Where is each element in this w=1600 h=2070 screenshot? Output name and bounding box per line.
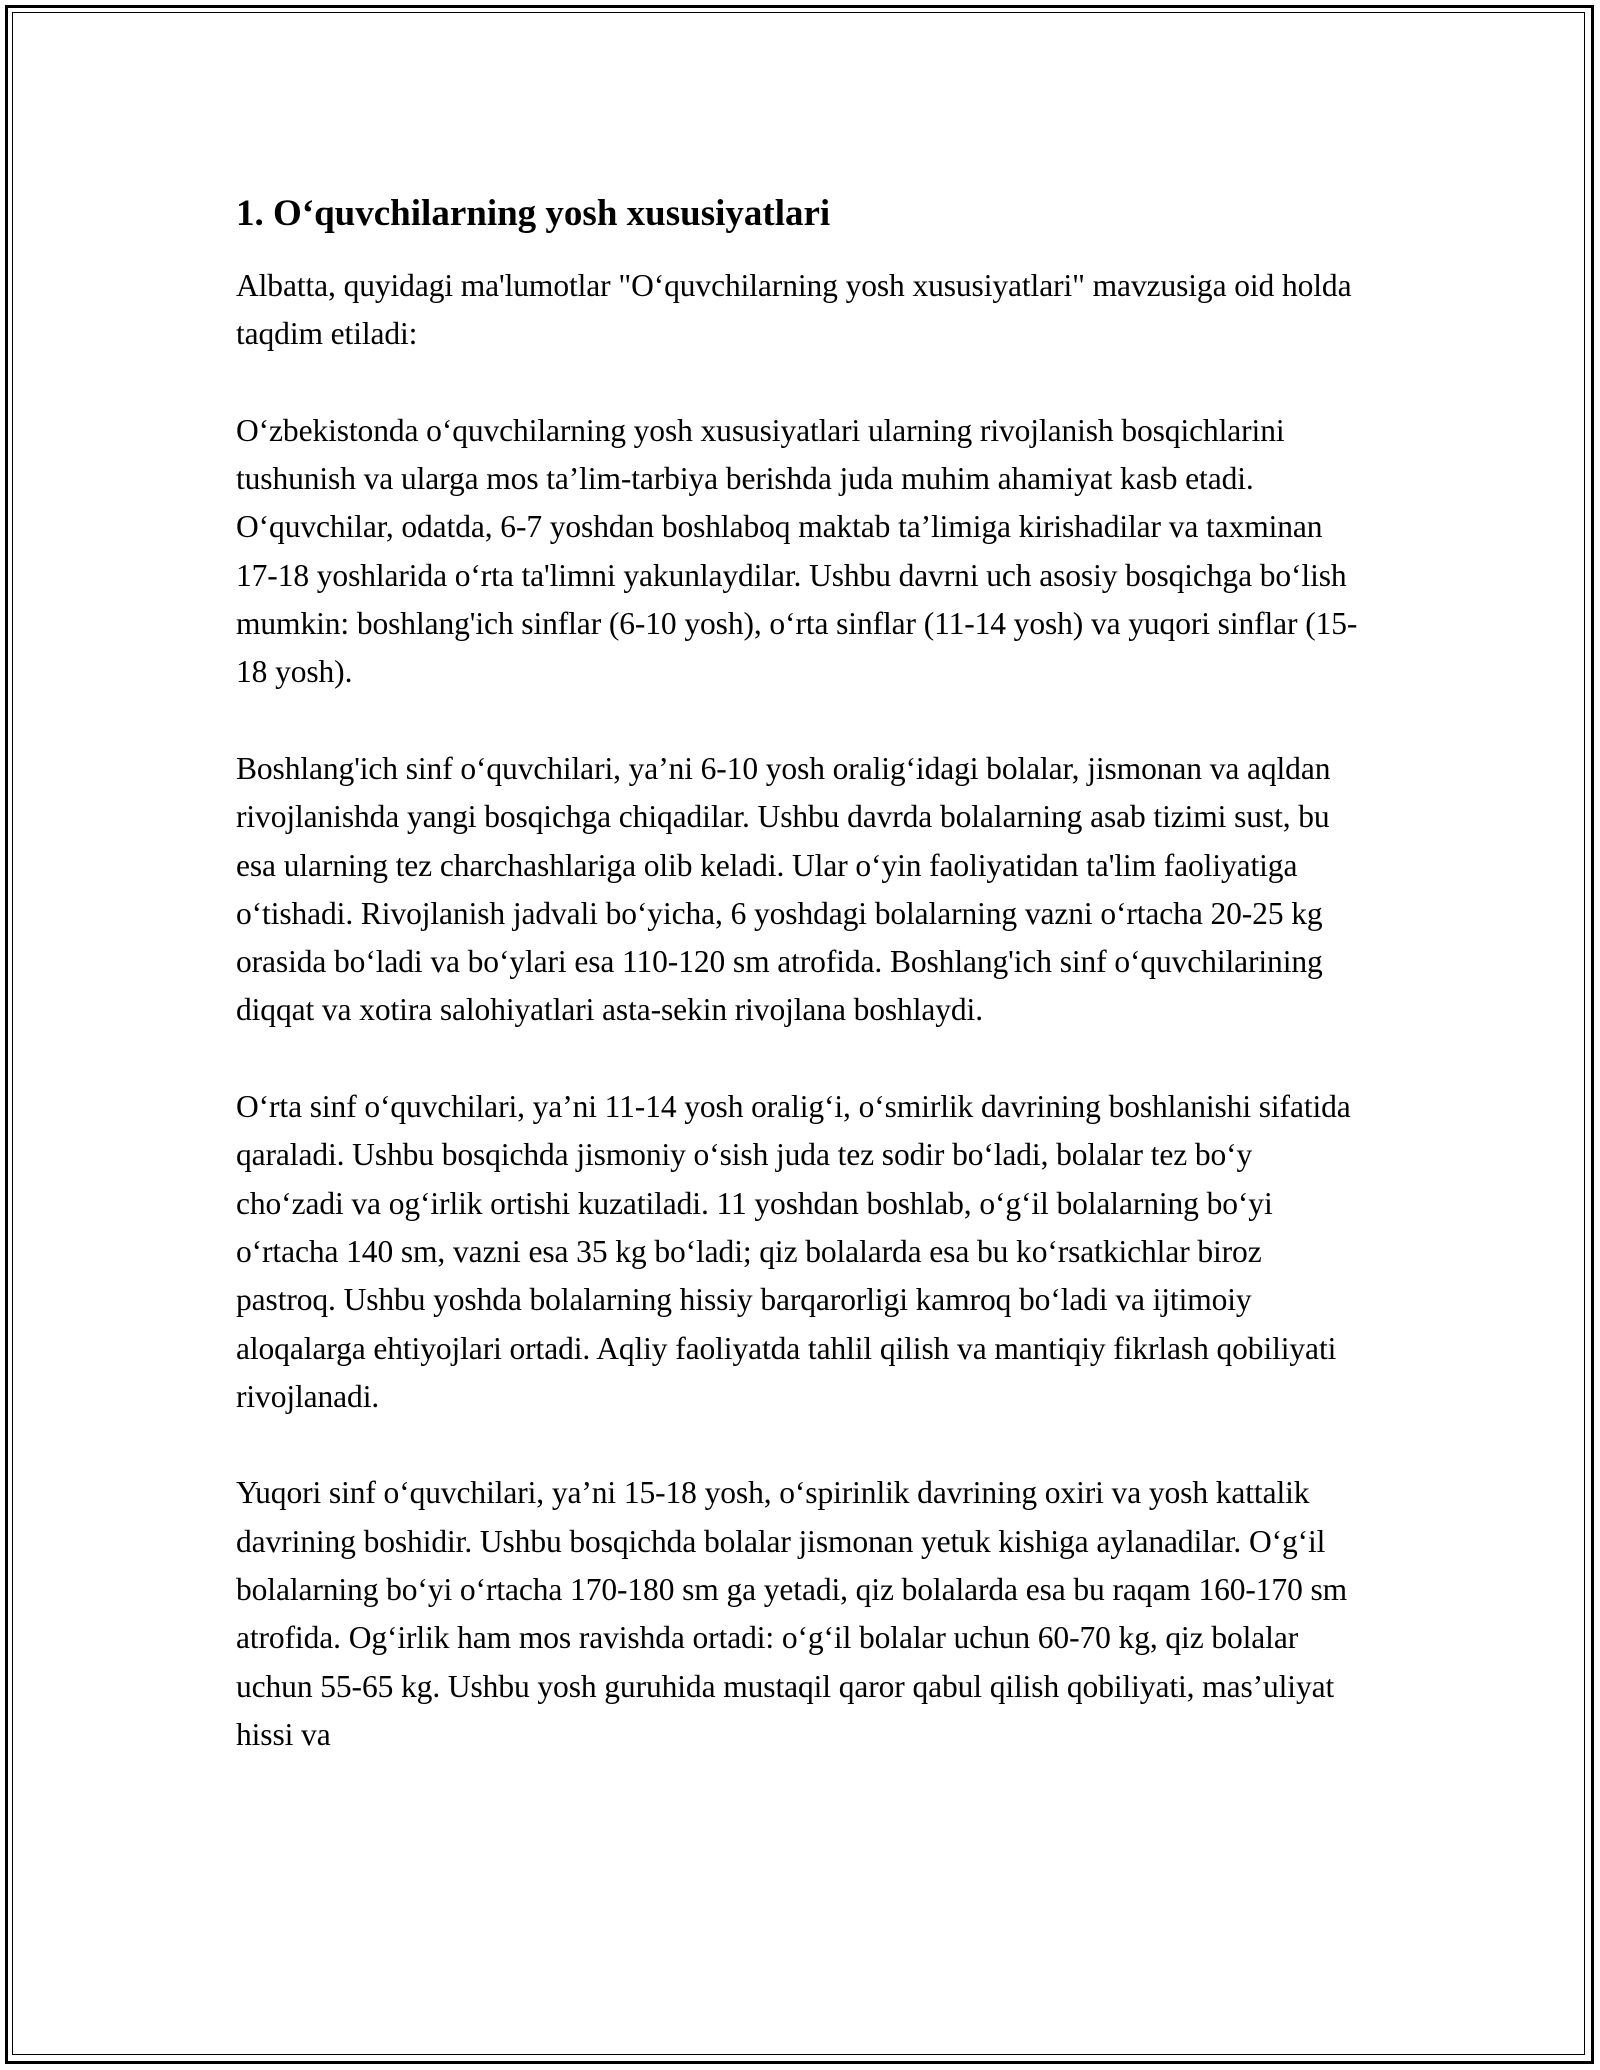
paragraph-upper-grades: Yuqori sinf o‘quvchilari, ya’ni 15-18 yosh, o‘spirinlik davrining oxiri va yosh kattalik davrining boshidir. Ushbu bosqichda bolalar jismonan yetuk kishiga aylanadilar. O‘g‘il bolalarning bo‘yi o‘rtacha 170-180 sm ga yetadi, qiz bolalarda esa bu raqam 160-170 sm atrofida. Og‘irlik ham mos ravishda ortadi: o‘g‘il bolalar uchun 60-70 kg, qiz bolalar uchun 55-65 kg. Ushbu yosh guruhida mustaqil qaror qabul qilish qobiliyati, mas’uliyat hissi va xyxy=(236,1475,1348,1752)
paragraph-primary-grades: Boshlang'ich sinf o‘quvchilari, ya’ni 6-10 yosh oralig‘idagi bolalar, jismonan va aqldan rivojlanishda yangi bosqichga chiqadilar. Ushbu davrda bolalarning asab tizimi sust, bu esa ularning tez charchashlariga olib keladi. Ular o‘yin faoliyatidan ta'lim faoliyatiga o‘tishadi. Rivojlanish jadvali bo‘yicha, 6 yoshdagi bolalarning vazni o‘rtacha 20-25 kg orasida bo‘ladi va bo‘ylari esa 110-120 sm atrofida. Boshlang'ich sinf o‘quvchilarining diqqat va xotira salohiyatlari asta-sekin rivojlana boshlaydi. xyxy=(236,750,1331,1028)
document-body xyxy=(236,180,1366,1808)
document-title: 1. O‘quvchilarning yosh xususiyatlari xyxy=(236,193,831,234)
paragraph-overview: O‘zbekistonda o‘quvchilarning yosh xususiyatlari ularning rivojlanish bosqichlarini tushunish va ularga mos ta’lim-tarbiya berishda juda muhim ahamiyat kasb etadi. O‘quvchilar, odatda, 6-7 yoshdan boshlaboq maktab ta’limiga kirishadilar va taxminan 17-18 yoshlarida o‘rta ta'limni yakunlaydilar. Ushbu davrni uch asosiy bosqichga bo‘lish mumkin: boshlang'ich sinflar (6-10 yosh), o‘rta sinflar (11-14 yosh) va yuqori sinflar (15-18 yosh). xyxy=(236,412,1358,690)
paragraph-middle-grades: O‘rta sinf o‘quvchilari, ya’ni 11-14 yosh oralig‘i, o‘smirlik davrining boshlanishi sifatida qaraladi. Ushbu bosqichda jismoniy o‘sish juda tez sodir bo‘ladi, bolalar tez bo‘y cho‘zadi va og‘irlik ortishi kuzatiladi. 11 yoshdan boshlab, o‘g‘il bolalarning bo‘yi o‘rtacha 140 sm, vazni esa 35 kg bo‘ladi; qiz bolalarda esa bu ko‘rsatkichlar biroz pastroq. Ushbu yoshda bolalarning hissiy barqarorligi kamroq bo‘ladi va ijtimoiy aloqalarga ehtiyojlari ortadi. Aqliy faoliyatda tahlil qilish va mantiqiy fikrlash qobiliyati rivojlanadi. xyxy=(236,1089,1351,1414)
paragraph-intro: Albatta, quyidagi ma'lumotlar "O‘quvchilarning yosh xususiyatlari" mavzusiga oid holda taqdim etiladi: xyxy=(236,268,1352,352)
